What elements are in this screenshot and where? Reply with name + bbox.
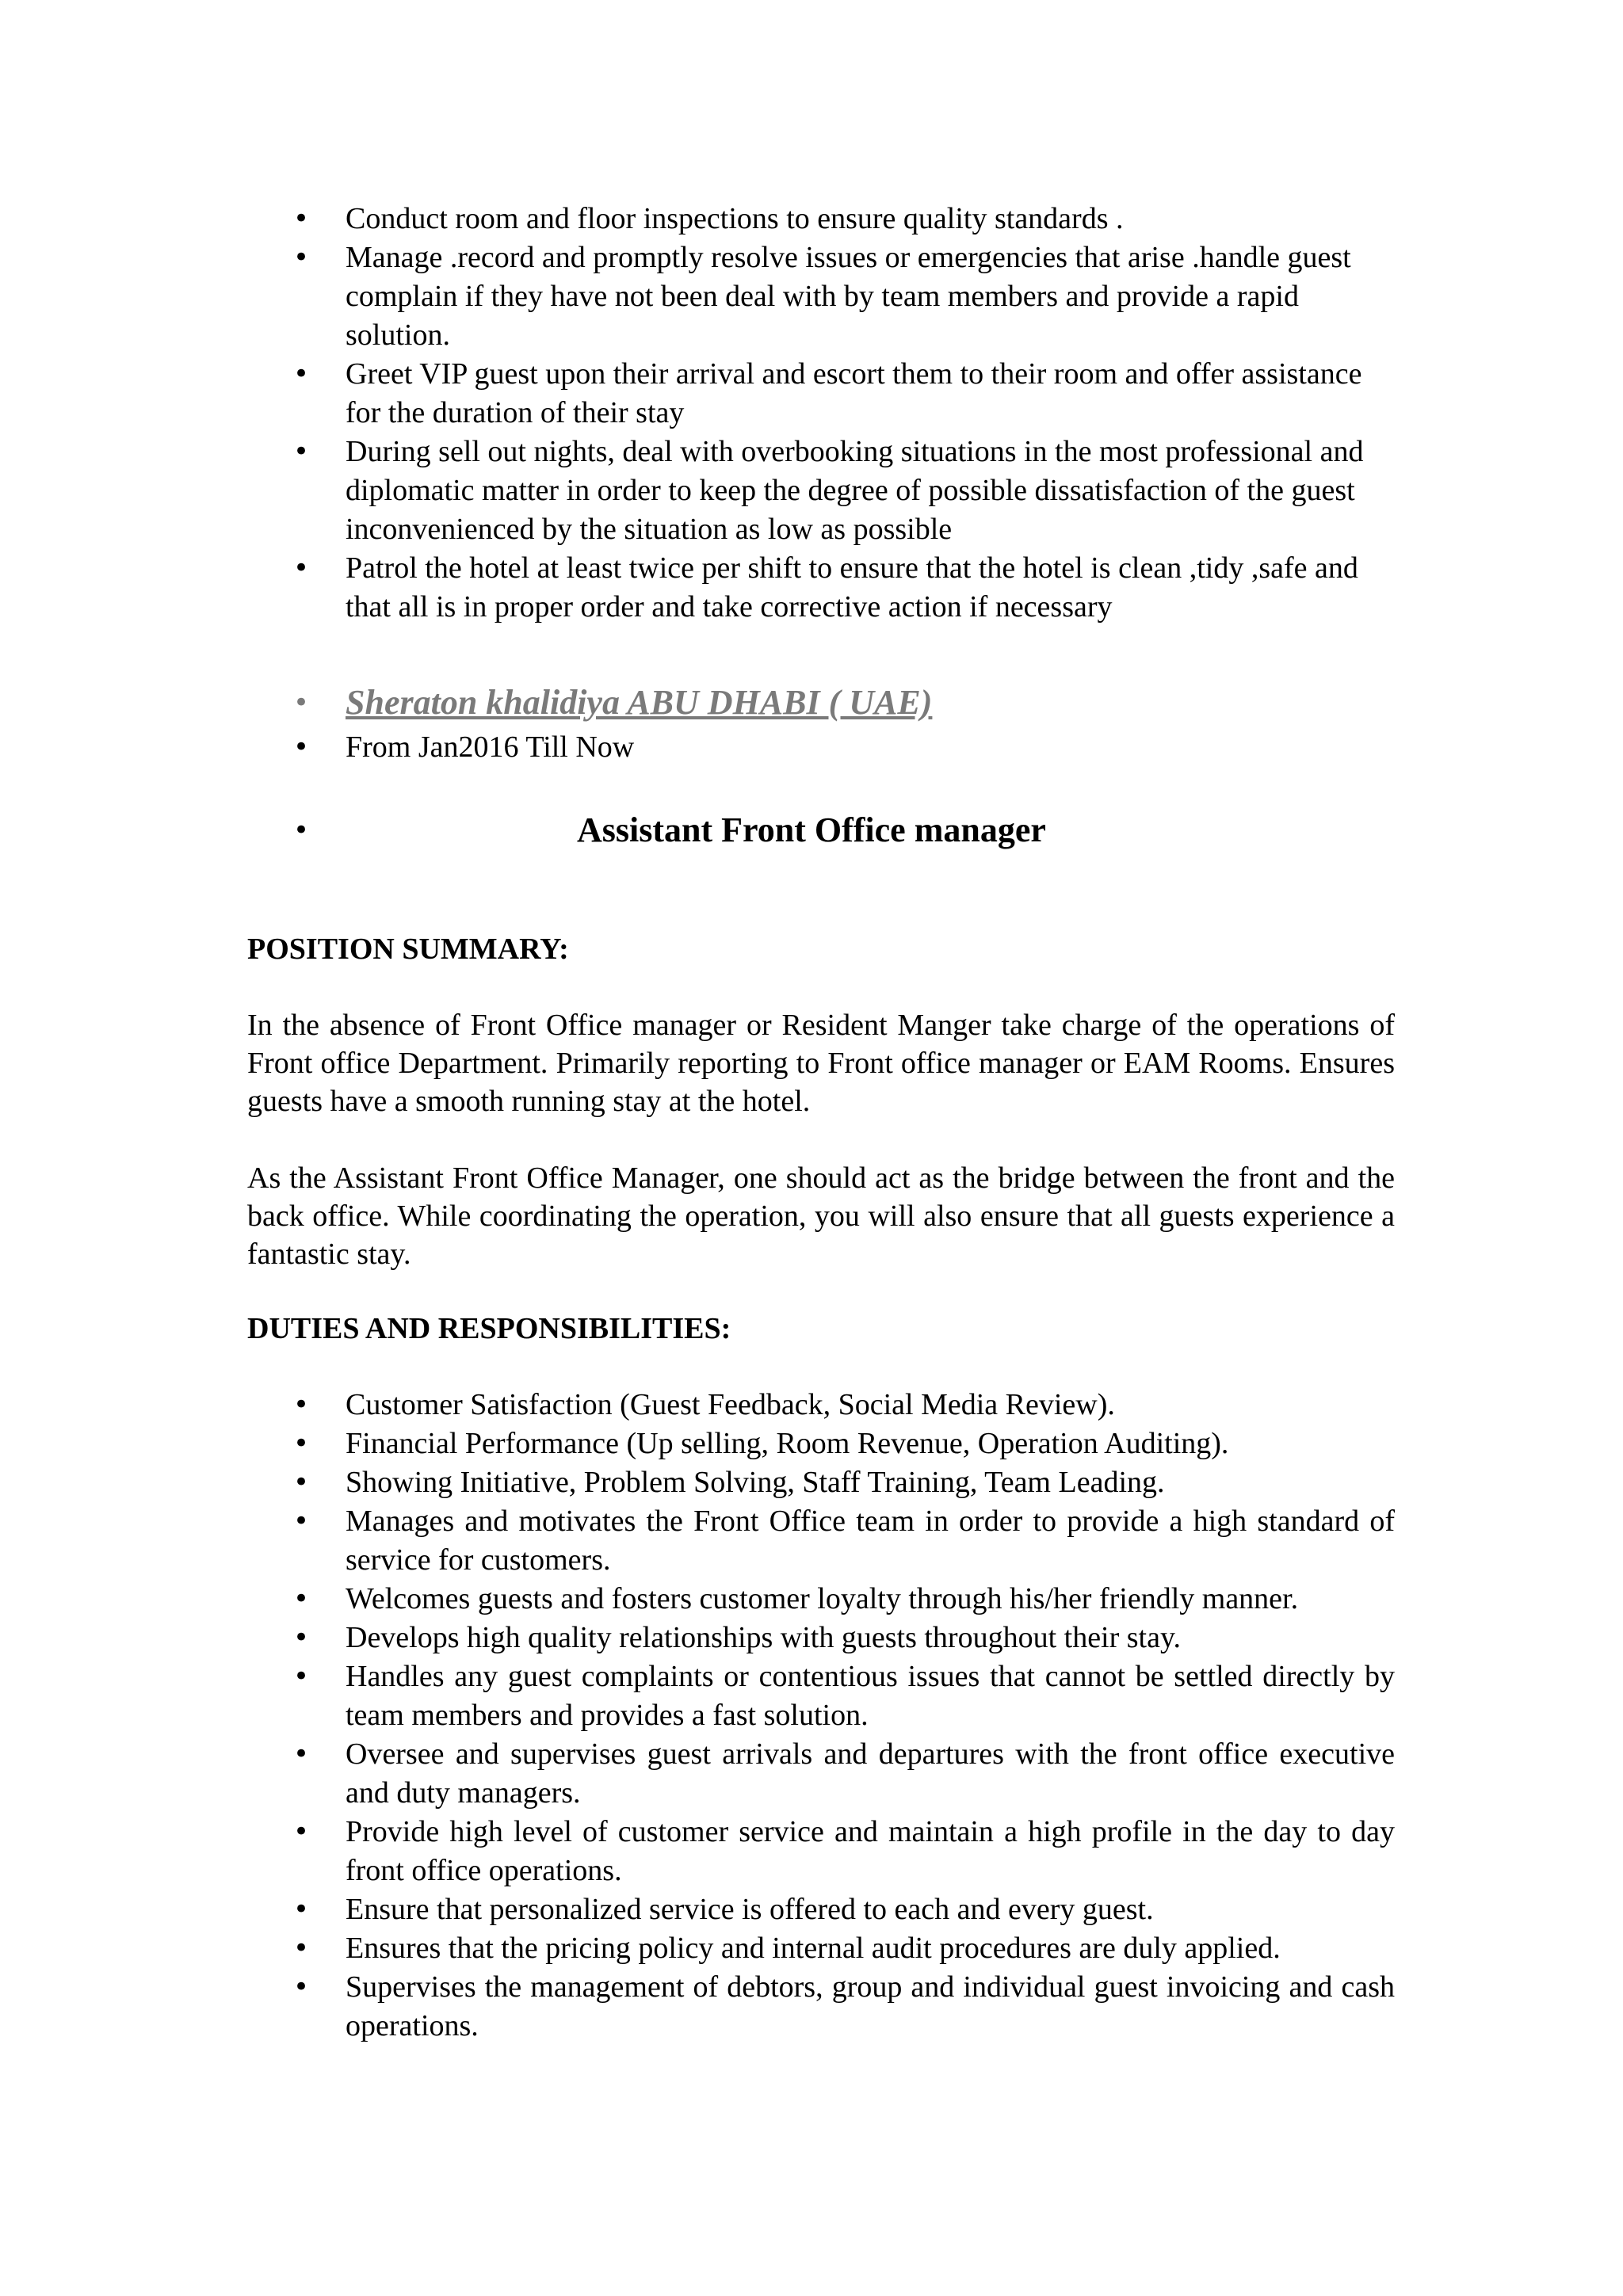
list-item: • Oversee and supervises guest arrivals and departures with the front office executive and duty managers. xyxy=(247,1735,1395,1813)
position-summary-heading: POSITION SUMMARY: xyxy=(247,933,569,966)
employment-period: • From Jan2016 Till Now xyxy=(247,728,1395,767)
list-item: • Showing Initiative, Problem Solving, Staff Training, Team Leading. xyxy=(247,1463,1395,1502)
list-item: • Provide high level of customer service and maintain a high profile in the day to day front office operations. xyxy=(247,1813,1395,1890)
employer-name: Sheraton khalidiya ABU DHABI ( UAE) xyxy=(346,683,933,722)
summary-paragraph: In the absence of Front Office manager or Resident Manger take charge of the operations of Front office Department. Primarily reporting to Front office manager or EAM Rooms. Ensures guests have a smooth running stay at the hotel. xyxy=(247,1009,1395,1118)
list-item: • During sell out nights, deal with overbooking situations in the most professional and diplomatic matter in order to keep the degree of possible dissatisfaction of the guest inconvenienced by the situation as low as possible xyxy=(247,433,1395,549)
responsibilities-list xyxy=(247,200,1395,627)
list-item: • Supervises the management of debtors, group and individual guest invoicing and cash operations. xyxy=(247,1968,1395,2046)
employer-block xyxy=(247,679,1395,767)
list-item: • Patrol the hotel at least twice per shift to ensure that the hotel is clean ,tidy ,safe and that all is in proper order and take corrective action if necessary xyxy=(247,549,1395,627)
list-item: • Manage .record and promptly resolve issues or emergencies that arise .handle guest complain if they have not been deal with by team members and provide a rapid solution. xyxy=(247,238,1395,355)
list-item: • Develops high quality relationships with guests throughout their stay. xyxy=(247,1619,1395,1657)
list-item: • Greet VIP guest upon their arrival and escort them to their room and offer assistance for the duration of their stay xyxy=(247,355,1395,433)
employer-item xyxy=(247,679,1395,727)
position-title: • Assistant Front Office manager xyxy=(577,810,1046,849)
list-item: • Ensures that the pricing policy and internal audit procedures are duly applied. xyxy=(247,1929,1395,1968)
duties-heading: DUTIES AND RESPONSIBILITIES: xyxy=(247,1312,731,1345)
list-item: • Conduct room and floor inspections to ensure quality standards . xyxy=(247,200,1395,238)
duties-list xyxy=(247,1386,1395,2046)
list-item: • Financial Performance (Up selling, Room Revenue, Operation Auditing). xyxy=(247,1425,1395,1463)
list-item: • Customer Satisfaction (Guest Feedback, Social Media Review). xyxy=(247,1386,1395,1425)
list-item: • Ensure that personalized service is offered to each and every guest. xyxy=(247,1890,1395,1929)
summary-paragraph: As the Assistant Front Office Manager, one should act as the bridge between the front and the back office. While coordinating the operation, you will also ensure that all guests experience a fantastic stay. xyxy=(247,1161,1395,1271)
position-item xyxy=(247,808,1395,852)
list-item: • Manages and motivates the Front Office team in order to provide a high standard of service for customers. xyxy=(247,1502,1395,1580)
list-item: • Welcomes guests and fosters customer loyalty through his/her friendly manner. xyxy=(247,1580,1395,1619)
list-item: • Handles any guest complaints or contentious issues that cannot be settled directly by team members and provides a fast solution. xyxy=(247,1657,1395,1735)
position-block xyxy=(247,808,1395,852)
